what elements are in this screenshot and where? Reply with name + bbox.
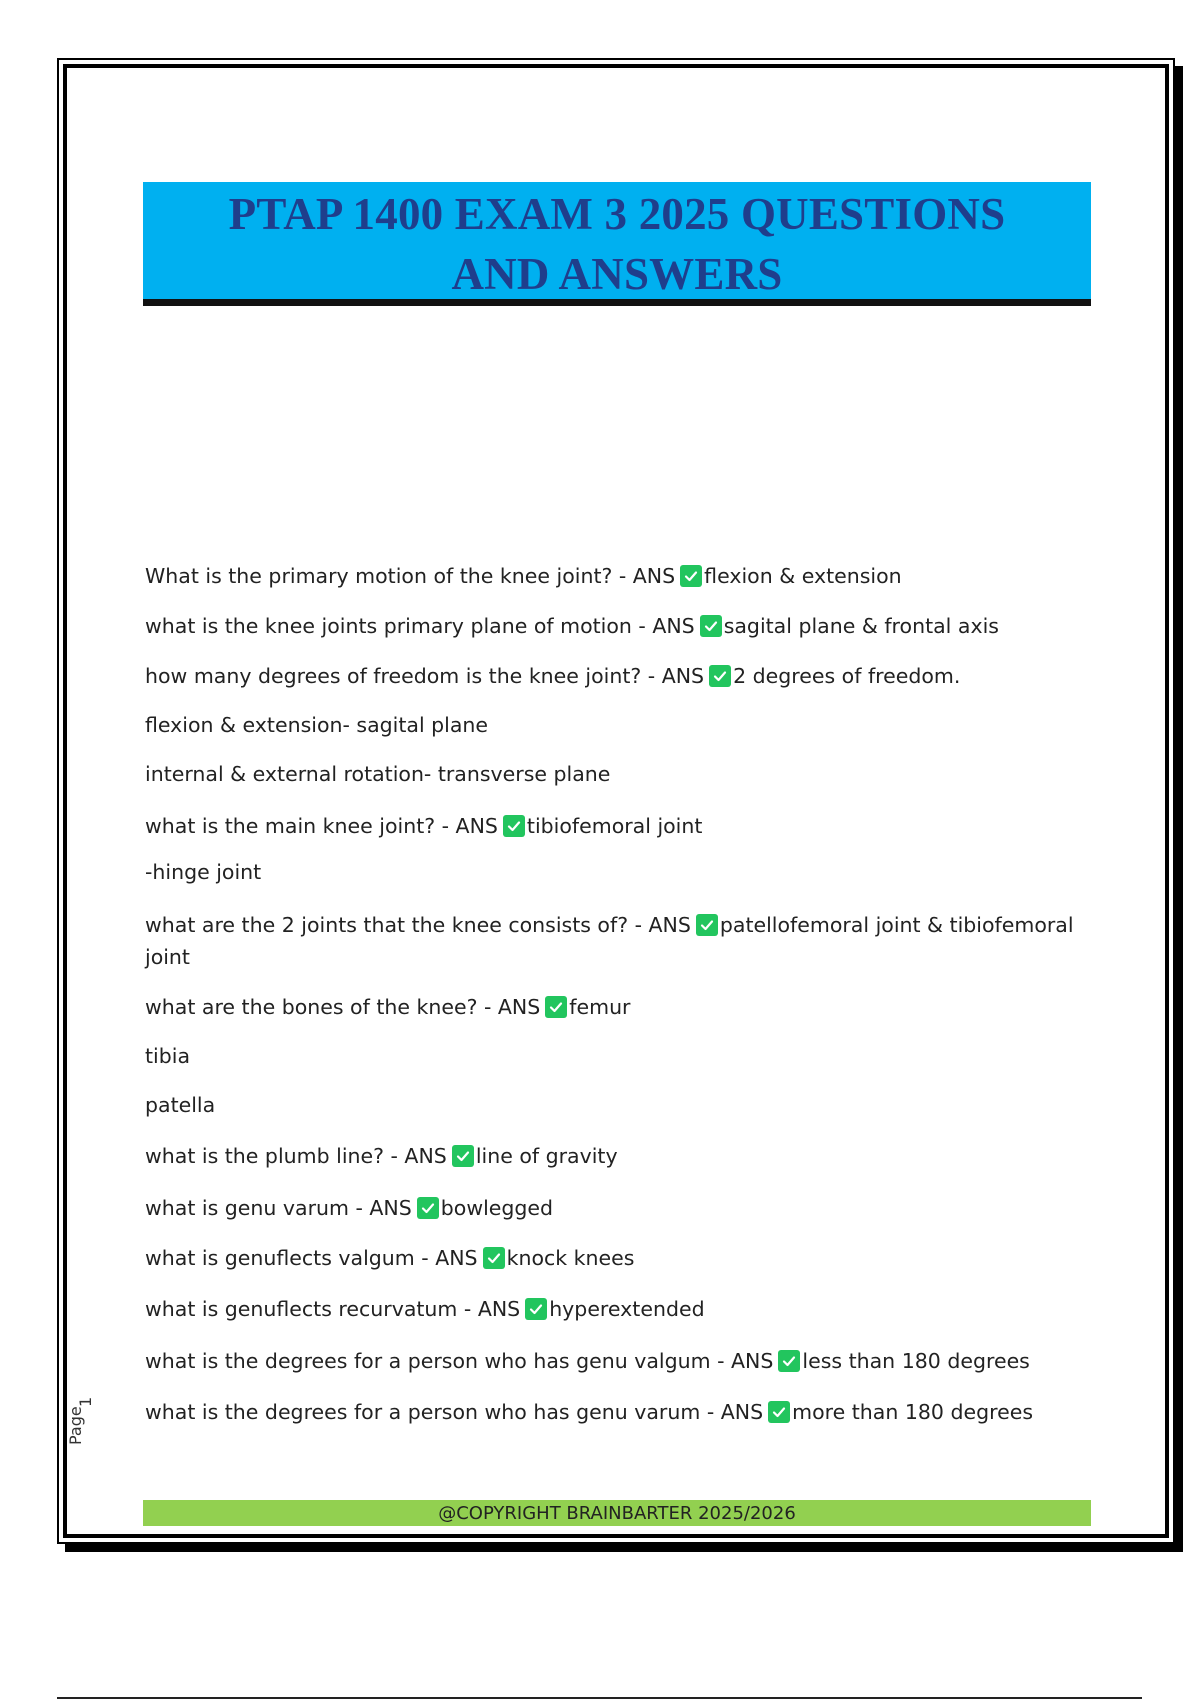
page-number: 1 bbox=[76, 1396, 95, 1407]
check-mark-icon bbox=[525, 1298, 547, 1320]
qa-item bbox=[145, 660, 960, 692]
qa-item bbox=[145, 560, 902, 592]
qa-item bbox=[145, 1140, 618, 1172]
title-line-2: AND ANSWERS bbox=[451, 248, 783, 299]
question-text: What is the primary motion of the knee joint? - ANS bbox=[145, 564, 676, 588]
question-text: what is the degrees for a person who has genu valgum - ANS bbox=[145, 1349, 774, 1373]
qa-item bbox=[145, 1345, 1030, 1377]
qa-item bbox=[145, 1192, 553, 1224]
qa-item bbox=[145, 1293, 705, 1325]
bottom-rule bbox=[57, 1697, 1142, 1699]
answer-text: femur bbox=[569, 995, 631, 1019]
qa-item bbox=[145, 610, 999, 642]
qa-item bbox=[145, 909, 1075, 973]
answer-text: tibiofemoral joint bbox=[526, 814, 703, 838]
answer-text: sagital plane & frontal axis bbox=[723, 614, 999, 638]
answer-text: flexion & extension bbox=[704, 564, 902, 588]
page-label bbox=[66, 1385, 106, 1445]
answer-text: more than 180 degrees bbox=[792, 1400, 1034, 1424]
check-mark-icon bbox=[778, 1350, 800, 1372]
check-mark-icon bbox=[417, 1197, 439, 1219]
question-text: how many degrees of freedom is the knee joint? - ANS bbox=[145, 664, 705, 688]
page-label-text: Page bbox=[66, 1406, 85, 1445]
check-mark-icon bbox=[545, 996, 567, 1018]
answer-text: hyperextended bbox=[549, 1297, 705, 1321]
answer-continuation: patella bbox=[145, 1093, 216, 1117]
question-text: what is the knee joints primary plane of motion - ANS bbox=[145, 614, 695, 638]
title-line-1: PTAP 1400 EXAM 3 2025 QUESTIONS bbox=[228, 188, 1006, 239]
qa-item bbox=[145, 991, 631, 1023]
question-text: what is genuflects recurvatum - ANS bbox=[145, 1297, 521, 1321]
check-mark-icon bbox=[768, 1401, 790, 1423]
question-text: what is the plumb line? - ANS bbox=[145, 1144, 447, 1168]
check-mark-icon bbox=[483, 1247, 505, 1269]
qa-item bbox=[145, 810, 702, 842]
answer-continuation: -hinge joint bbox=[145, 860, 262, 884]
answer-text: less than 180 degrees bbox=[802, 1349, 1030, 1373]
question-text: what are the 2 joints that the knee consists of? - ANS bbox=[145, 913, 691, 937]
answer-text: line of gravity bbox=[475, 1144, 618, 1168]
check-mark-icon bbox=[709, 665, 731, 687]
check-mark-icon bbox=[452, 1145, 474, 1167]
answer-text: bowlegged bbox=[440, 1196, 554, 1220]
check-mark-icon bbox=[680, 565, 702, 587]
answer-text: 2 degrees of freedom. bbox=[733, 664, 961, 688]
answer-continuation: internal & external rotation- transverse plane bbox=[145, 762, 611, 786]
answer-text: patellofemoral joint & tibiofemoral joint bbox=[145, 913, 1074, 969]
copyright-footer: @COPYRIGHT BRAINBARTER 2025/2026 bbox=[143, 1500, 1091, 1526]
answer-continuation: flexion & extension- sagital plane bbox=[145, 713, 489, 737]
question-text: what is the degrees for a person who has genu varum - ANS bbox=[145, 1400, 764, 1424]
check-mark-icon bbox=[503, 815, 525, 837]
question-text: what is the main knee joint? - ANS bbox=[145, 814, 498, 838]
question-text: what is genuflects valgum - ANS bbox=[145, 1246, 478, 1270]
qa-item bbox=[145, 1242, 634, 1274]
qa-item bbox=[145, 1396, 1033, 1428]
question-text: what are the bones of the knee? - ANS bbox=[145, 995, 541, 1019]
check-mark-icon bbox=[700, 615, 722, 637]
answer-text: knock knees bbox=[506, 1246, 635, 1270]
title-banner bbox=[143, 182, 1091, 306]
question-text: what is genu varum - ANS bbox=[145, 1196, 412, 1220]
check-mark-icon bbox=[696, 914, 718, 936]
answer-continuation: tibia bbox=[145, 1044, 191, 1068]
